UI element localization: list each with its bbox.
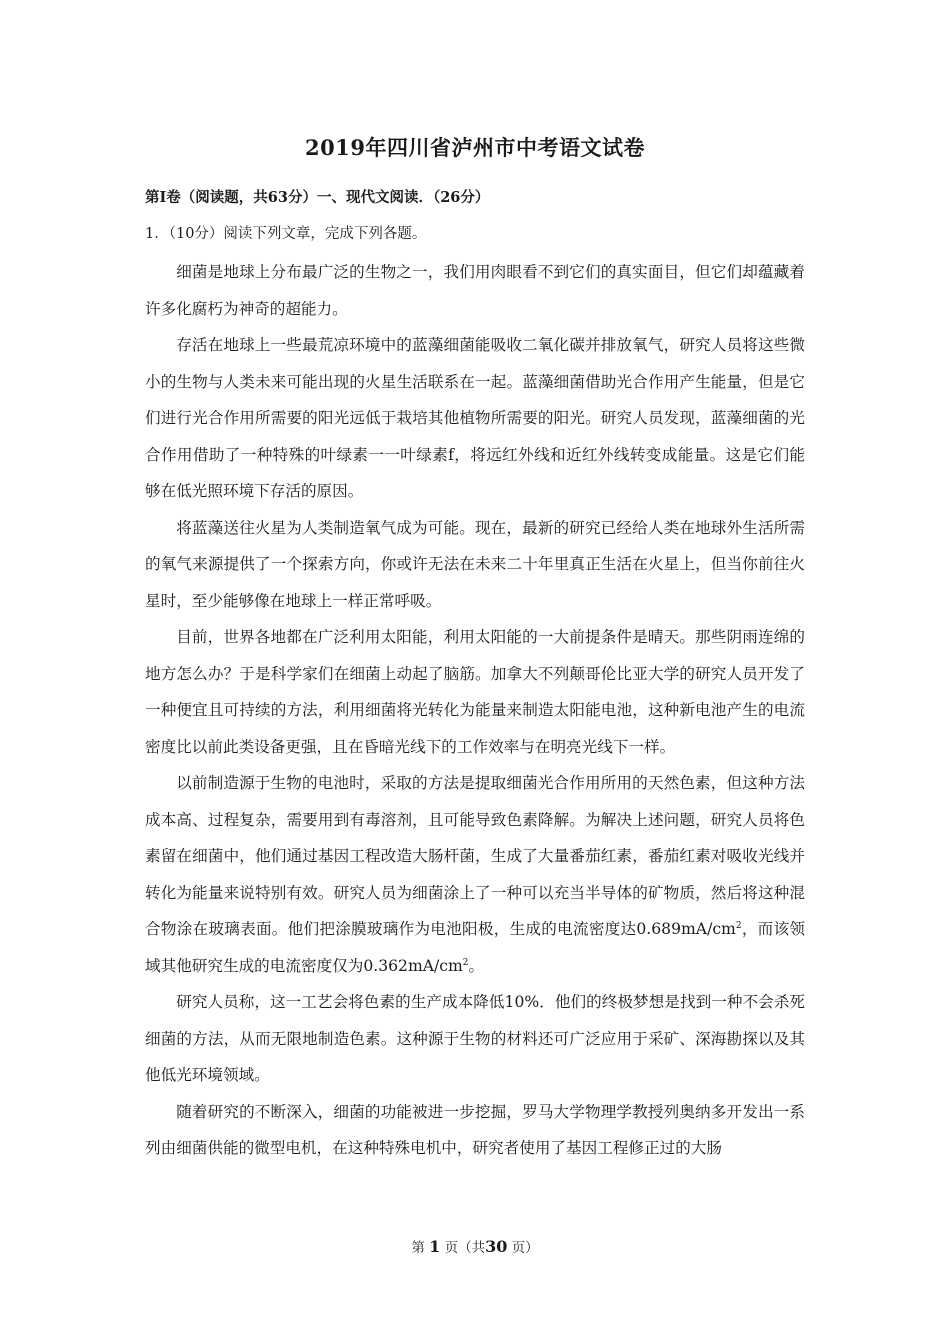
article-paragraph: 存活在地球上一些最荒凉环境中的蓝藻细菌能吸收二氧化碳并排放氧气，研究人员将这些微小的生物与人类未来可能出现的火星生活联系在一起。蓝藻细菌借助光合作用产生能量，但是它们进行光合作用所需要的阳光远低于栽培其他植物所需要的阳光。研究人员发现，蓝藻细菌的光合作用借助了一种特殊的叶绿素一一叶绿素f，将远红外线和近红外线转变成能量。这是它们能够在低光照环境下存活的原因。	[145, 336, 805, 500]
article-paragraph: 将蓝藻送往火星为人类制造氧气成为可能。现在，最新的研究已经给人类在地球外生活所需的氧气来源提供了一个探索方向，你或许无法在未来二十年里真正生活在火星上，但当你前往火星时，至少能够像在地球上一样正常呼吸。	[145, 518, 805, 610]
footer-suffix: 页）	[511, 1240, 539, 1256]
section-heading: 第Ⅰ卷（阅读题，共63分）一、现代文阅读．（26分）	[145, 189, 490, 206]
article-paragraph: 细菌是地球上分布最广泛的生物之一，我们用肉眼看不到它们的真实面目，但它们却蕴藏着许多化腐朽为神奇的超能力。	[145, 263, 805, 318]
article-paragraph: 随着研究的不断深入，细菌的功能被进一步挖掘，罗马大学物理学教授列奥纳多开发出一系列由细菌供能的微型电机，在这种特殊电机中，研究者使用了基因工程修正过的大肠	[145, 1102, 805, 1157]
paragraph-text: ，而该领域其他研究生成的电流密度仅为0.362mA/cm	[145, 920, 805, 975]
paragraph-text: 以前制造源于生物的电池时，采取的方法是提取细菌光合作用所用的天然色素，但这种方法成本高、过程复杂，需要用到有毒溶剂，且可能导致色素降解。为解决上述问题，研究人员将色素留在细菌中，他们通过基因工程改造大肠杆菌，生成了大量番茄红素，番茄红素对吸收光线并转化为能量来说特别有效。研究人员为细菌涂上了一种可以充当半导体的矿物质，然后将这种混合物涂在玻璃表面。他们把涂膜玻璃作为电池阳极，生成的电流密度达0.689mA/cm	[145, 774, 805, 938]
article-body	[145, 254, 805, 1167]
footer-prefix: 第	[411, 1240, 425, 1256]
page-footer	[0, 1236, 950, 1256]
question-prompt: 1．（10分）阅读下列文章，完成下列各题。	[145, 226, 427, 242]
article-paragraph: 研究人员称，这一工艺会将色素的生产成本降低10%．他们的终极梦想是找到一种不会杀死细菌的方法，从而无限地制造色素。这种源于生物的材料还可广泛应用于采矿、深海勘探以及其他低光环境领域。	[145, 993, 805, 1084]
superscript: 2	[735, 921, 742, 931]
page-number: 1	[429, 1237, 441, 1256]
page-total: 30	[485, 1237, 508, 1256]
paragraph-text: 。	[468, 956, 485, 975]
article-paragraph	[145, 765, 805, 984]
article-paragraph: 目前，世界各地都在广泛利用太阳能，利用太阳能的一大前提条件是晴天。那些阴雨连绵的地方怎么办？于是科学家们在细菌上动起了脑筋。加拿大不列颠哥伦比亚大学的研究人员开发了一种便宜且可持续的方法，利用细菌将光转化为能量来制造太阳能电池，这种新电池产生的电流密度比以前此类设备更强，且在昏暗光线下的工作效率与在明亮光线下一样。	[145, 628, 805, 756]
superscript: 2	[462, 957, 469, 968]
exam-title: 2019年四川省泸州市中考语文试卷	[305, 135, 645, 160]
footer-middle: 页（共	[444, 1240, 486, 1256]
